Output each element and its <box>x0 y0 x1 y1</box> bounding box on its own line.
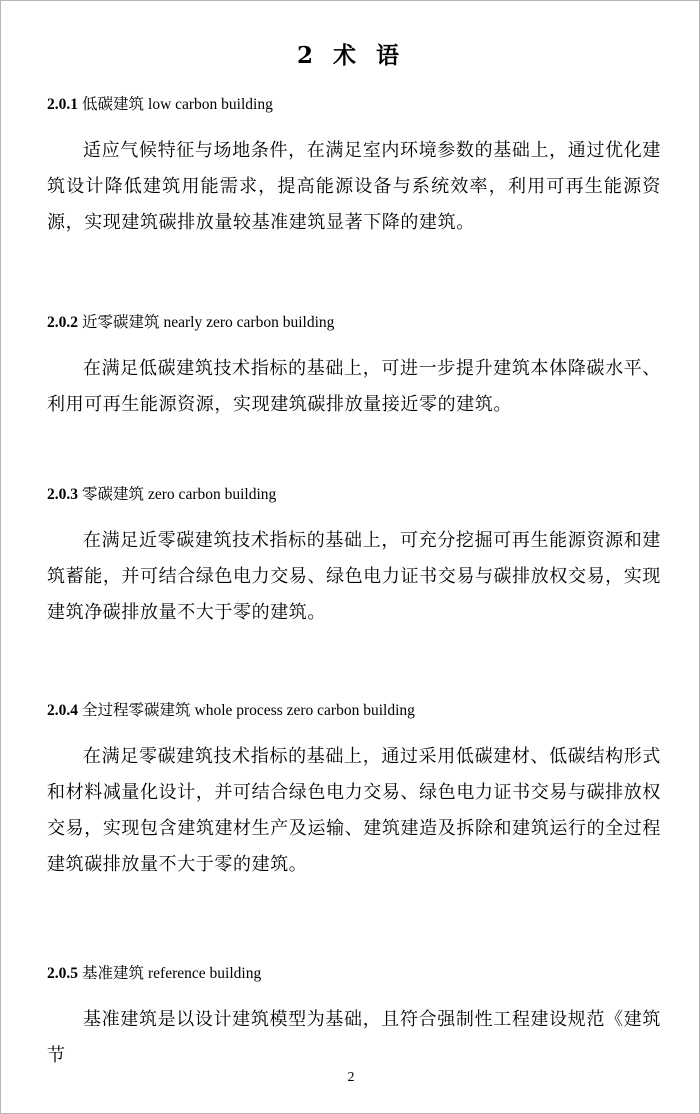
term-heading <box>47 699 661 722</box>
chapter-title: 2 术 语 <box>296 42 406 69</box>
term-2-0-4 <box>47 699 661 883</box>
term-heading <box>47 483 661 506</box>
term-name-zh: 低碳建筑 <box>82 95 145 113</box>
term-name-en: zero carbon building <box>148 486 277 503</box>
term-number: 2.0.5 <box>47 965 78 982</box>
term-name-en: low carbon building <box>148 96 273 113</box>
term-2-0-3 <box>47 483 661 631</box>
term-name-zh: 零碳建筑 <box>82 485 145 503</box>
term-number: 2.0.4 <box>47 702 78 719</box>
term-name-zh: 基准建筑 <box>82 964 145 982</box>
page-number: 2 <box>347 1070 355 1085</box>
term-2-0-2 <box>47 311 661 423</box>
term-number: 2.0.1 <box>47 96 78 113</box>
term-name-en: nearly zero carbon building <box>163 314 335 331</box>
term-number: 2.0.2 <box>47 314 78 331</box>
term-definition: 适应气候特征与场地条件，在满足室内环境参数的基础上，通过优化建筑设计降低建筑用能需求，提高能源设备与系统效率，利用可再生能源资源，实现建筑碳排放量较基准建筑显著下降的建筑。 <box>47 140 661 233</box>
term-name-en: whole process zero carbon building <box>194 702 415 719</box>
term-2-0-1 <box>47 93 661 241</box>
term-definition: 在满足零碳建筑技术指标的基础上，通过采用低碳建材、低碳结构形式和材料减量化设计，并可结合绿色电力交易、绿色电力证书交易与碳排放权交易，实现包含建筑建材生产及运输、建筑建造及拆除和建筑运行的全过程建筑碳排放量不大于零的建筑。 <box>47 746 661 875</box>
term-name-en: reference building <box>148 965 262 982</box>
term-heading <box>47 93 661 116</box>
term-name-zh: 全过程零碳建筑 <box>82 701 191 719</box>
term-number: 2.0.3 <box>47 486 78 503</box>
term-heading <box>47 311 661 334</box>
term-heading <box>47 962 661 985</box>
term-name-zh: 近零碳建筑 <box>82 313 160 331</box>
term-definition: 在满足低碳建筑技术指标的基础上，可进一步提升建筑本体降碳水平、利用可再生能源资源，实现建筑碳排放量接近零的建筑。 <box>47 358 661 415</box>
term-definition: 在满足近零碳建筑技术指标的基础上，可充分挖掘可再生能源资源和建筑蓄能，并可结合绿色电力交易、绿色电力证书交易与碳排放权交易，实现建筑净碳排放量不大于零的建筑。 <box>47 530 661 623</box>
term-2-0-5 <box>47 962 661 1074</box>
term-definition: 基准建筑是以设计建筑模型为基础，且符合强制性工程建设规范《建筑节 <box>47 1009 661 1066</box>
